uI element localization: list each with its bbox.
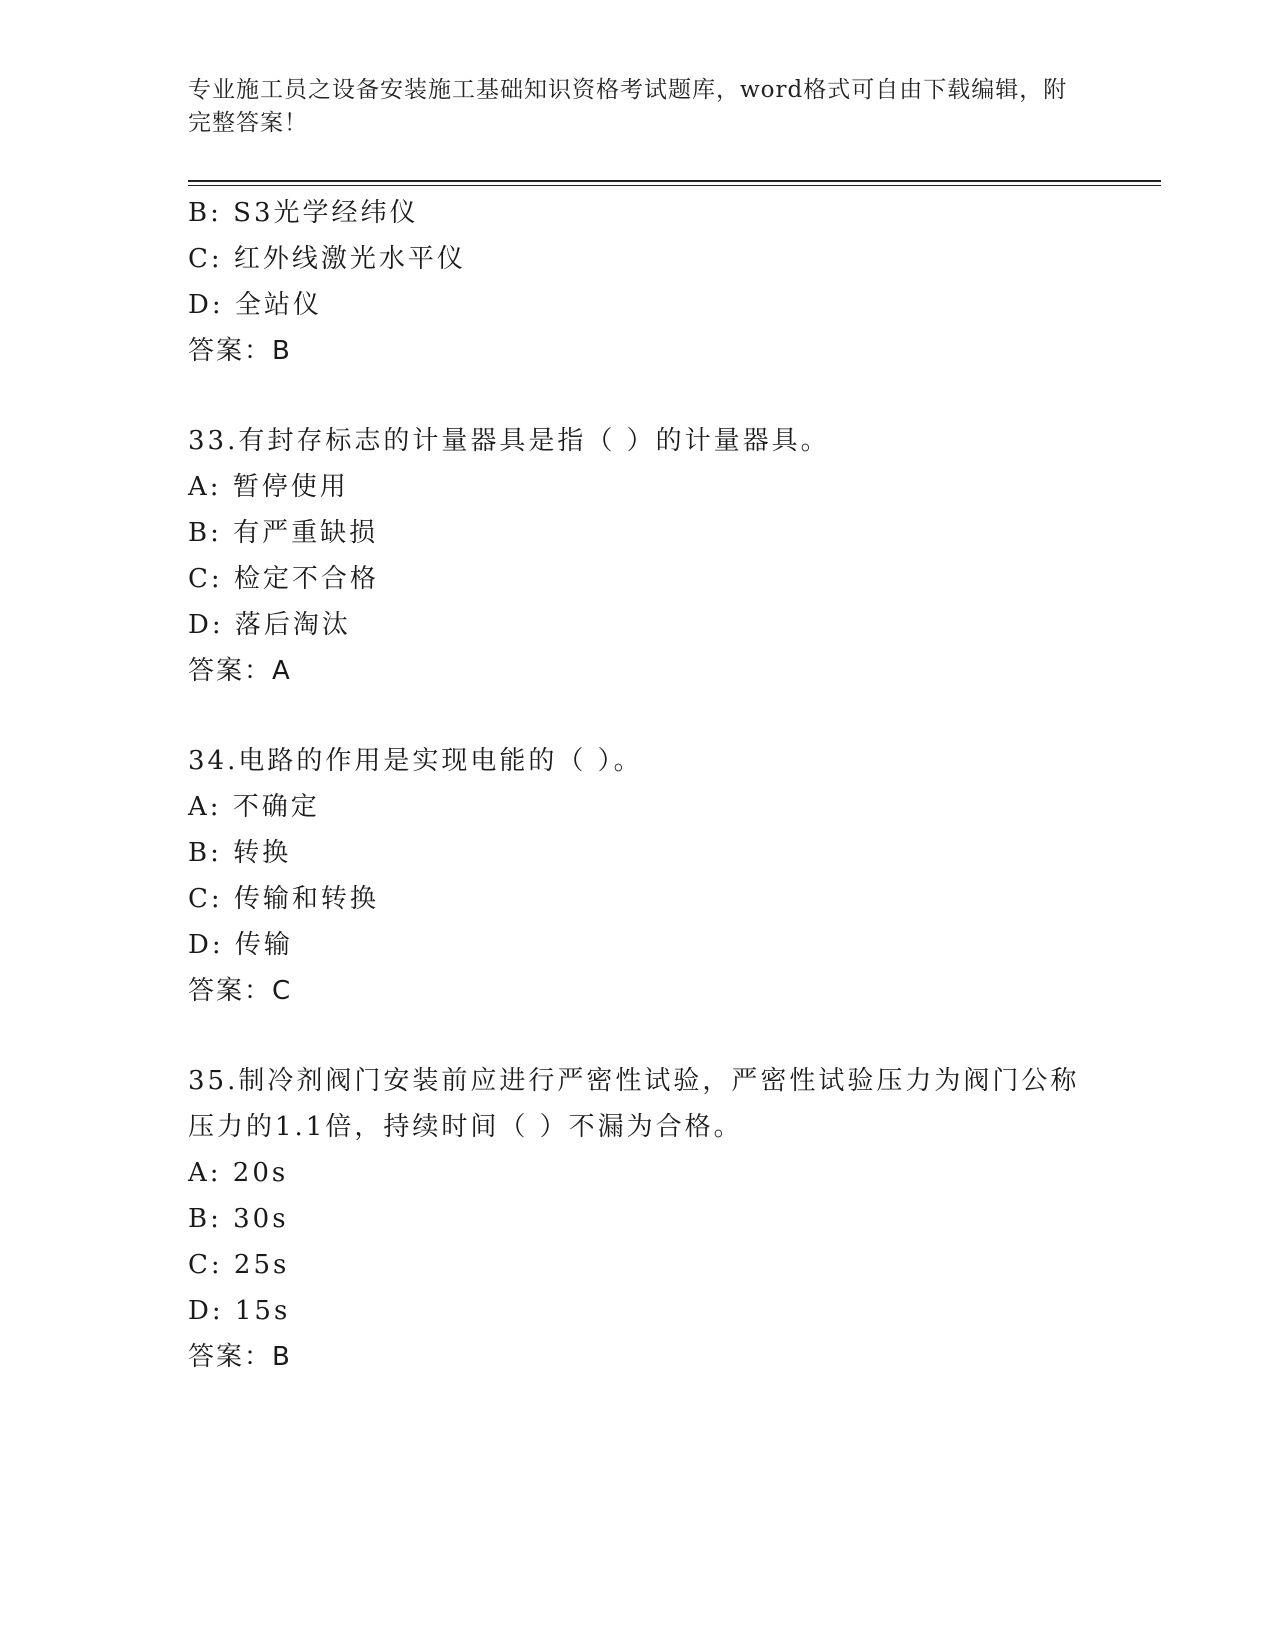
header-rule-thin [188,185,1161,186]
option-a: A: 暂停使用 [188,472,349,502]
answer-line: 答案：C [188,976,293,1006]
question-list [188,190,1161,1380]
option-a: A: 不确定 [188,792,320,822]
answer-line: 答案：B [188,1342,292,1372]
option-d: D: 全站仪 [188,290,322,320]
question-block-prev [188,190,1161,374]
option-c: C: 检定不合格 [188,564,379,594]
answer-line: 答案：B [188,336,292,366]
document-header: 专业施工员之设备安装施工基础知识资格考试题库，word格式可自由下载编辑，附完整答案！ [188,77,1068,136]
option-b: B: S3光学经纬仪 [188,198,419,228]
option-c: C: 25s [188,1250,290,1280]
option-c: C: 红外线激光水平仪 [188,244,466,274]
question-title: 33.有封存标志的计量器具是指（ ）的计量器具。 [188,426,830,456]
question-block-34 [188,738,1161,1014]
header-rule-thick [188,180,1161,182]
question-block-33 [188,418,1161,694]
question-title: 34.电路的作用是实现电能的（ ）。 [188,746,643,776]
option-c: C: 传输和转换 [188,884,379,914]
option-d: D: 落后淘汰 [188,610,351,640]
answer-line: 答案：A [188,656,292,686]
option-a: A: 20s [188,1158,289,1188]
option-d: D: 传输 [188,930,293,960]
question-title: 35.制冷剂阀门安装前应进行严密性试验，严密性试验压力为阀门公称压力的1.1倍，持续时间（ ）不漏为合格。 [188,1066,1080,1142]
option-b: B: 30s [188,1204,289,1234]
option-b: B: 有严重缺损 [188,518,379,548]
option-b: B: 转换 [188,838,292,868]
option-d: D: 15s [188,1296,291,1326]
question-block-35 [188,1058,1161,1380]
